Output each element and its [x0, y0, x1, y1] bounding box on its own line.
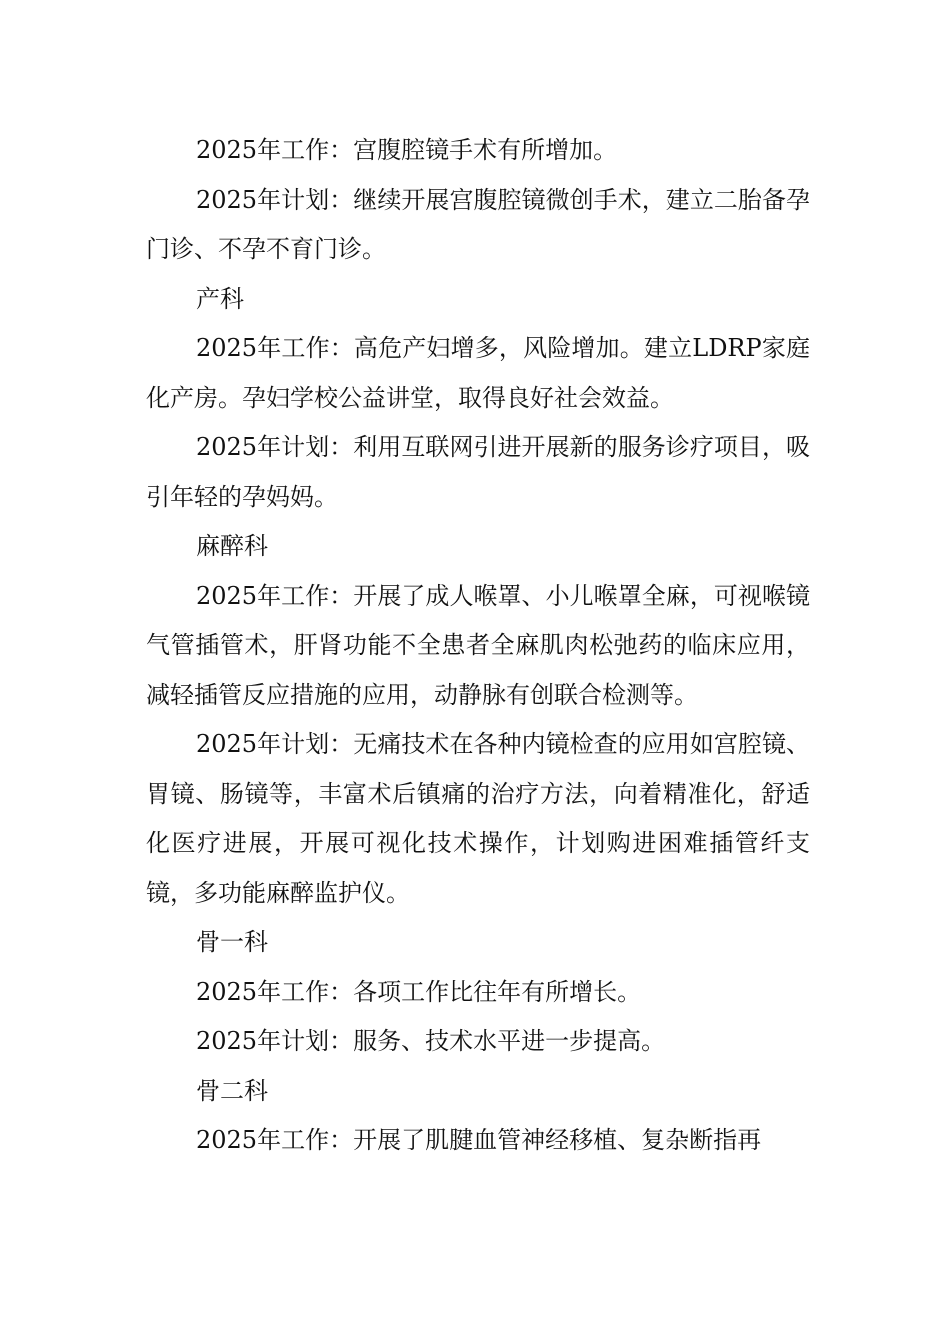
paragraph-anesthesiology-plan: 2025年计划：无痛技术在各种内镜检查的应用如宫腔镜、胃镜、肠镜等，丰富术后镇痛的治疗方法，向着精准化，舒适化医疗进展，开展可视化技术操作，计划购进困难插管纤支镜，多功能麻醉监护仪。	[146, 730, 810, 907]
paragraph-gyn-plan: 2025年计划：继续开展宫腹腔镜微创手术，建立二胎备孕门诊、不孕不育门诊。	[146, 185, 810, 263]
document-body	[146, 126, 810, 1166]
paragraph-anesthesiology-work: 2025年工作：开展了成人喉罩、小儿喉罩全麻，可视喉镜气管插管术，肝肾功能不全患者全麻肌肉松弛药的临床应用，减轻插管反应措施的应用，动静脉有创联合检测等。	[146, 581, 810, 709]
section-heading-orthopedics-2: 骨二科	[196, 1076, 268, 1105]
paragraph-gyn-work: 2025年工作：宫腹腔镜手术有所增加。	[196, 136, 618, 164]
paragraph-orthopedics-1-plan: 2025年计划：服务、技术水平进一步提高。	[196, 1027, 666, 1055]
section-heading-anesthesiology: 麻醉科	[196, 532, 268, 560]
section-heading-obstetrics: 产科	[196, 284, 244, 313]
paragraph-orthopedics-2-work: 2025年工作：开展了肌腱血管神经移植、复杂断指再	[196, 1126, 762, 1154]
paragraph-obstetrics-work: 2025年工作：高危产妇增多，风险增加。建立LDRP家庭化产房。孕妇学校公益讲堂，取得良好社会效益。	[146, 334, 810, 412]
paragraph-orthopedics-1-work: 2025年工作：各项工作比往年有所增长。	[196, 977, 642, 1006]
paragraph-obstetrics-plan: 2025年计划：利用互联网引进开展新的服务诊疗项目，吸引年轻的孕妈妈。	[146, 433, 810, 511]
section-heading-orthopedics-1: 骨一科	[196, 928, 268, 956]
